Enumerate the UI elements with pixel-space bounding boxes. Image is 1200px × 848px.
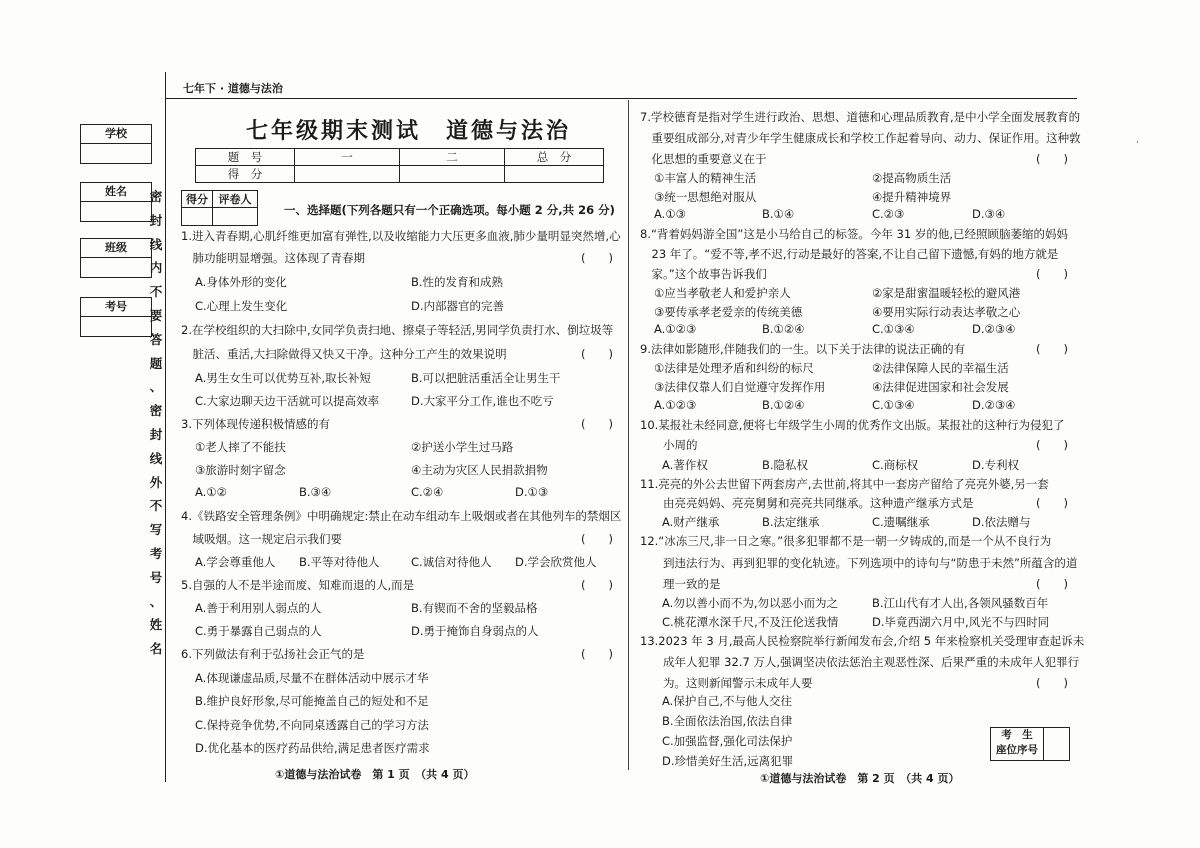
- seal-character: 要: [149, 307, 163, 323]
- question-stem: 6.下列做法有利于弘扬社会正气的是: [181, 647, 365, 661]
- seal-character: 答: [149, 331, 163, 347]
- seal-character: 号: [149, 569, 163, 585]
- answer-bracket[interactable]: ( ): [1036, 267, 1068, 281]
- option[interactable]: B.全面依法治国,依法自律: [662, 714, 793, 728]
- option[interactable]: D.内部器官的完善: [411, 299, 505, 313]
- seal-character: 、: [149, 379, 163, 395]
- score-row-label: 得 分: [196, 166, 295, 183]
- option: ①应当孝敬老人和爱护亲人: [654, 286, 791, 300]
- exam-number-field[interactable]: [80, 297, 152, 337]
- score-header-cell: 二: [400, 149, 505, 166]
- answer-choice[interactable]: D.②③④: [972, 398, 1016, 412]
- answer-bracket[interactable]: ( ): [581, 251, 613, 265]
- answer-bracket[interactable]: ( ): [581, 347, 613, 361]
- seat-number-box: [990, 727, 1070, 761]
- answer-choice[interactable]: D.③④: [972, 207, 1006, 221]
- score-header-cell: 一: [295, 149, 400, 166]
- score-input-cell[interactable]: [505, 166, 604, 183]
- section-heading: 一、选择题(下列各题只有一个正确选项。每小题 2 分,共 26 分): [284, 203, 615, 217]
- answer-bracket[interactable]: ( ): [581, 647, 613, 661]
- option[interactable]: D.勇于掩饰自身弱点的人: [411, 624, 539, 638]
- question-stem: 5.自强的人不是半途而废、知难而退的人,而是: [181, 578, 415, 592]
- seal-character: 写: [149, 522, 163, 538]
- seal-character: 外: [149, 474, 163, 490]
- option: ②提高物质生活: [872, 171, 952, 185]
- score-table: [195, 148, 604, 183]
- answer-choice[interactable]: C.②③: [872, 207, 905, 221]
- score-input-cell[interactable]: [295, 166, 400, 183]
- answer-choice[interactable]: A.①③: [654, 207, 686, 221]
- question-stem: 域吸烟。这一规定启示我们要: [181, 532, 342, 546]
- seal-character: 不: [149, 284, 163, 300]
- question-stem: 家。”这个故事告诉我们: [640, 267, 767, 281]
- option[interactable]: A.男生女生可以优势互补,取长补短: [195, 371, 371, 385]
- score-input-cell[interactable]: [400, 166, 505, 183]
- question-stem: 10.某报社未经同意,便将七年级学生小周的优秀作文出版。某报社的这种行为侵犯了: [640, 418, 1065, 432]
- seal-character: 不: [149, 498, 163, 514]
- answer-choice[interactable]: B.法定继承: [762, 515, 820, 529]
- question-column-left: [181, 228, 621, 768]
- seal-character: 线: [149, 236, 163, 252]
- option: ②护送小学生过马路: [411, 440, 514, 454]
- answer-bracket[interactable]: ( ): [1036, 342, 1068, 356]
- header-label: 七年下 · 道德与法治: [183, 82, 283, 95]
- option[interactable]: B.性的发育和成熟: [411, 275, 504, 289]
- question-stem: 由亮亮妈妈、亮亮舅舅和亮亮共同继承。这种遗产继承方式是: [640, 496, 974, 510]
- answer-choice[interactable]: A.财产继承: [662, 515, 720, 529]
- option[interactable]: D.学会欣赏他人: [515, 555, 597, 569]
- grader-score-label: 得分: [182, 191, 213, 208]
- option[interactable]: D.优化基本的医疗药品供给,满足患者医疗需求: [195, 741, 430, 755]
- option[interactable]: B.有锲而不舍的坚毅品格: [411, 601, 538, 615]
- question-stem: 13.2023 年 3 月,最高人民检察院举行新闻发布会,介绍 5 年来检察机关受理审查起诉未: [640, 634, 1085, 648]
- exam-number-label: 考号: [81, 298, 151, 317]
- option[interactable]: A.勿以善小而不为,勿以恶小而为之: [662, 596, 838, 610]
- school-field[interactable]: [80, 124, 152, 164]
- seal-line-notice: [149, 185, 163, 661]
- seal-character: 线: [149, 450, 163, 466]
- class-label: 班级: [81, 239, 151, 258]
- option: ③旅游时刻字留念: [195, 463, 286, 477]
- answer-choice[interactable]: D.②③④: [972, 322, 1016, 336]
- question-stem: 9.法律如影随形,伴随我们的一生。以下关于法律的说法正确的有: [640, 342, 966, 356]
- option: ④法律促进国家和社会发展: [872, 380, 1009, 394]
- seat-number-input[interactable]: [1044, 728, 1069, 760]
- option[interactable]: D.大家平分工作,谁也不吃亏: [411, 394, 554, 408]
- question-column-right: [640, 109, 1085, 769]
- option[interactable]: B.可以把脏活重活全让男生干: [411, 371, 561, 385]
- option: ②家是甜蜜温暖轻松的避风港: [872, 286, 1021, 300]
- answer-choice[interactable]: A.①②③: [654, 398, 697, 412]
- seat-number-label: 考 生 座位序号: [991, 728, 1044, 760]
- option[interactable]: C.诚信对待他人: [411, 555, 492, 569]
- option[interactable]: B.平等对待他人: [299, 555, 380, 569]
- option: ②法律保障人民的幸福生活: [872, 361, 1009, 375]
- option[interactable]: A.体现谦虚品质,尽量不在群体活动中展示才华: [195, 671, 429, 685]
- question-stem: 肺功能明显增强。这体现了青春期: [181, 251, 365, 265]
- seal-character: 封: [149, 212, 163, 228]
- question-stem: 化思想的重要意义在于: [640, 152, 767, 166]
- option[interactable]: B.江山代有才人出,各领风骚数百年: [872, 596, 1049, 610]
- grader-reviewer-label: 评卷人: [213, 191, 258, 208]
- grader-reviewer-cell[interactable]: [213, 208, 258, 226]
- grader-score-cell[interactable]: [182, 208, 213, 226]
- answer-choice[interactable]: C.遗嘱继承: [872, 515, 930, 529]
- score-header-cell: 总 分: [505, 149, 604, 166]
- option[interactable]: C.桃花潭水深千尺,不及汪伦送我情: [662, 615, 839, 629]
- option: ④提升精神境界: [872, 190, 952, 204]
- question-stem: 23 年了。“爱不等,孝不迟,行动是最好的答案,不让自己留下遗憾,有妈的地方就是: [640, 247, 1059, 261]
- option[interactable]: D.毕竟西湖六月中,风光不与四时同: [872, 615, 1050, 629]
- answer-bracket[interactable]: ( ): [1036, 496, 1068, 510]
- name-field[interactable]: [80, 182, 152, 222]
- option: ①丰富人的精神生活: [654, 171, 757, 185]
- seal-character: 封: [149, 426, 163, 442]
- answer-bracket[interactable]: ( ): [581, 417, 613, 431]
- answer-choice[interactable]: C.②④: [411, 485, 444, 499]
- name-label: 姓名: [81, 183, 151, 202]
- option: ③要传承孝老爱亲的传统美德: [654, 305, 803, 319]
- answer-choice[interactable]: C.商标权: [872, 458, 919, 472]
- answer-choice[interactable]: C.①③④: [872, 398, 915, 412]
- question-stem: 11.亮亮的外公去世留下两套房产,去世前,将其中一套房产留给了亮亮外婆,另一套: [640, 477, 1049, 491]
- option: ③统一思想绝对服从: [654, 190, 757, 204]
- page-divider: [628, 100, 629, 770]
- option: ①法律是处理矛盾和纠纷的标尺: [654, 361, 814, 375]
- question-stem: 2.在学校组织的大扫除中,女同学负责扫地、擦桌子等轻活,男同学负责打水、倒垃圾等: [181, 323, 614, 337]
- answer-choice[interactable]: D.专利权: [972, 458, 1020, 472]
- question-stem: 成年人犯罪 32.7 万人,强调坚决依法惩治主观恶性深、后果严重的未成年人犯罪行: [640, 655, 1080, 669]
- binding-border: [165, 72, 166, 782]
- answer-choice[interactable]: C.①③④: [872, 322, 915, 336]
- option[interactable]: C.心理上发生变化: [195, 299, 288, 313]
- answer-bracket[interactable]: ( ): [581, 532, 613, 546]
- answer-bracket[interactable]: ( ): [1036, 676, 1068, 690]
- page-footer-right: ①道德与法治试卷 第 2 页 （共 4 页）: [760, 772, 960, 785]
- question-stem: 小周的: [640, 438, 698, 452]
- answer-bracket[interactable]: ( ): [1036, 152, 1068, 166]
- seal-character: 名: [149, 641, 163, 657]
- option[interactable]: C.加强监督,强化司法保护: [662, 734, 793, 748]
- school-label: 学校: [81, 125, 151, 144]
- question-stem: 4.《铁路安全管理条例》中明确规定:禁止在动车组动车上吸烟或者在其他列车的禁烟区: [181, 509, 622, 523]
- answer-choice[interactable]: A.①②: [195, 485, 227, 499]
- seal-character: 姓: [149, 617, 163, 633]
- question-stem: 8.“背着妈妈游全国”这是小马给自己的标签。今年 31 岁的他,已经照顾脑萎缩的妈妈: [640, 227, 1068, 241]
- margin-dot: ·: [1136, 138, 1139, 148]
- answer-bracket[interactable]: ( ): [1036, 438, 1068, 452]
- option[interactable]: B.维护良好形象,尽可能掩盖自己的短处和不足: [195, 694, 429, 708]
- seal-character: 密: [149, 403, 163, 419]
- score-header-cell: 题 号: [196, 149, 295, 166]
- option[interactable]: A.身体外形的变化: [195, 275, 287, 289]
- option[interactable]: C.勇于暴露自己弱点的人: [195, 624, 322, 638]
- grader-table: [181, 190, 258, 226]
- option[interactable]: C.保持竞争优势,不向同桌透露自己的学习方法: [195, 718, 429, 732]
- page-footer-left: ①道德与法治试卷 第 1 页 （共 4 页）: [275, 768, 475, 781]
- seal-character: 内: [149, 260, 163, 276]
- answer-bracket[interactable]: ( ): [1036, 577, 1068, 591]
- option[interactable]: A.学会尊重他人: [195, 555, 276, 569]
- option: ①老人摔了不能扶: [195, 440, 286, 454]
- question-stem: 到违法行为、再到犯罪的变化轨迹。下列选项中的诗句与“防患于未然”所蕴含的道: [640, 556, 1078, 570]
- question-stem: 1.进入青春期,心肌纤维更加富有弹性,以及收缩能力大压更多血液,肺少量明显突然增,心: [181, 229, 621, 243]
- answer-bracket[interactable]: ( ): [581, 578, 613, 592]
- option: ③法律仅靠人们自觉遵守发挥作用: [654, 380, 826, 394]
- answer-choice[interactable]: B.③④: [299, 485, 332, 499]
- seal-character: 密: [149, 189, 163, 204]
- option: ④要用实际行动表达孝敬之心: [872, 305, 1021, 319]
- seal-character: 、: [149, 593, 163, 609]
- option[interactable]: A.保护自己,不与他人交往: [662, 694, 792, 708]
- answer-choice[interactable]: A.著作权: [662, 458, 708, 472]
- answer-choice[interactable]: B.①②④: [762, 322, 805, 336]
- question-stem: 12.“冰冻三尺,非一日之寒。”很多犯罪都不是一朝一夕铸成的,而是一个从不良行为: [640, 534, 1052, 548]
- seal-character: 题: [149, 355, 163, 371]
- option[interactable]: D.珍惜美好生活,远离犯罪: [662, 754, 794, 768]
- seal-character: 考: [149, 545, 163, 561]
- answer-choice[interactable]: B.①④: [762, 207, 795, 221]
- header-rule: [165, 98, 1077, 99]
- class-field[interactable]: [80, 238, 152, 278]
- option: ④主动为灾区人民捐款捐物: [411, 463, 548, 477]
- answer-choice[interactable]: D.①③: [515, 485, 549, 499]
- answer-choice[interactable]: D.依法赠与: [972, 515, 1031, 529]
- answer-choice[interactable]: A.①②③: [654, 322, 697, 336]
- option[interactable]: A.善于利用别人弱点的人: [195, 601, 322, 615]
- question-stem: 脏活、重活,大扫除做得又快又干净。这种分工产生的效果说明: [181, 347, 507, 361]
- answer-choice[interactable]: B.隐私权: [762, 458, 809, 472]
- question-stem: 为。这则新闻警示未成年人要: [640, 676, 813, 690]
- question-stem: 7.学校德育是指对学生进行政治、思想、道德和心理品质教育,是中小学全面发展教育的: [640, 110, 1081, 124]
- answer-choice[interactable]: B.①②④: [762, 398, 805, 412]
- page-title: 七年级期末测试 道德与法治: [246, 118, 572, 144]
- question-stem: 3.下列体现传递积极情感的有: [181, 417, 330, 431]
- option[interactable]: C.大家边聊天边干活就可以提高效率: [195, 394, 380, 408]
- question-stem: 理一致的是: [640, 577, 721, 591]
- question-stem: 重要组成部分,对青少年学生健康成长和学校工作起着导向、动力、保证作用。这种敦: [640, 131, 1081, 145]
